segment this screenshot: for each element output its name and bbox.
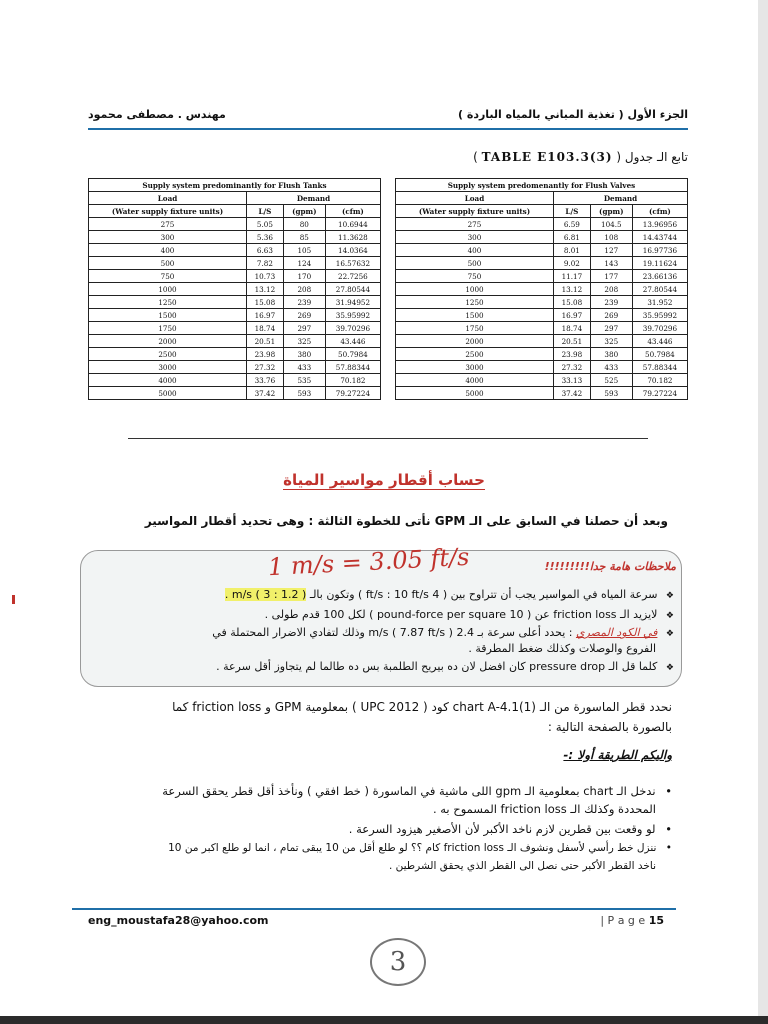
right-cell: 297 bbox=[590, 322, 632, 335]
right-cell: 127 bbox=[590, 244, 632, 257]
right-cell: 6.81 bbox=[553, 231, 590, 244]
right-cell: 108 bbox=[590, 231, 632, 244]
right-cell: 3000 bbox=[395, 361, 553, 374]
bullet-3-text: ننزل خط رأسي لأسفل ونشوف الـ friction loss كام ؟؟ لو طلع أقل من 10 يبقى تمام ، انما لو طلع اكبر من 10 bbox=[168, 842, 657, 854]
left-cell: 20.51 bbox=[246, 335, 283, 348]
right-units-header: (Water supply fixture units) bbox=[395, 205, 553, 218]
left-cell: 39.70296 bbox=[325, 322, 380, 335]
right-cell: 31.952 bbox=[632, 296, 687, 309]
page-number-value: 15 bbox=[648, 914, 664, 927]
page-number bbox=[600, 914, 664, 927]
left-units-header: (Water supply fixture units) bbox=[89, 205, 247, 218]
table-body bbox=[89, 218, 688, 400]
right-cell: 1750 bbox=[395, 322, 553, 335]
bullet-dot-icon: • bbox=[665, 822, 672, 836]
left-cfm-header: (cfm) bbox=[325, 205, 380, 218]
left-cell: 4000 bbox=[89, 374, 247, 387]
right-cell: 39.70296 bbox=[632, 322, 687, 335]
right-cell: 8.01 bbox=[553, 244, 590, 257]
bullet-3-cont: ناخد القطر الأكبر حتى نصل الى القطر الذي يحقق الشرطين . bbox=[388, 860, 656, 872]
right-cell: 13.96956 bbox=[632, 218, 687, 231]
note-egyptian-code bbox=[212, 626, 674, 639]
right-cell: 1250 bbox=[395, 296, 553, 309]
left-cell: 297 bbox=[283, 322, 325, 335]
left-cell: 1500 bbox=[89, 309, 247, 322]
left-cell: 57.88344 bbox=[325, 361, 380, 374]
left-cell: 208 bbox=[283, 283, 325, 296]
left-cell: 433 bbox=[283, 361, 325, 374]
left-cell: 2500 bbox=[89, 348, 247, 361]
note-egyptian-code-cont: الفروع والوصلات وكذلك ضغط المطرقة . bbox=[468, 642, 656, 655]
right-load-header: Load bbox=[395, 192, 553, 205]
right-gpm-header: (gpm) bbox=[590, 205, 632, 218]
right-cell: 325 bbox=[590, 335, 632, 348]
table-row bbox=[89, 283, 688, 296]
left-cell: 22.7256 bbox=[325, 270, 380, 283]
right-cell: 380 bbox=[590, 348, 632, 361]
left-load-header: Load bbox=[89, 192, 247, 205]
left-cell: 5.05 bbox=[246, 218, 283, 231]
table-row bbox=[89, 361, 688, 374]
left-cell: 50.7984 bbox=[325, 348, 380, 361]
left-cell: 15.08 bbox=[246, 296, 283, 309]
table-row bbox=[89, 348, 688, 361]
table-row bbox=[89, 335, 688, 348]
table-row bbox=[89, 218, 688, 231]
table-caption bbox=[473, 150, 688, 164]
bullet-dot-icon: • bbox=[665, 842, 672, 854]
left-cell: 43.446 bbox=[325, 335, 380, 348]
right-cell: 79.27224 bbox=[632, 387, 687, 400]
diamond-bullet-icon: ❖ bbox=[665, 591, 674, 601]
table-row bbox=[89, 387, 688, 400]
left-cell: 16.57632 bbox=[325, 257, 380, 270]
left-cell: 14.0364 bbox=[325, 244, 380, 257]
diamond-bullet-icon: ❖ bbox=[665, 663, 674, 673]
left-cell: 269 bbox=[283, 309, 325, 322]
right-cell: 1000 bbox=[395, 283, 553, 296]
left-group-header: Supply system predominantly for Flush Tanks bbox=[89, 179, 381, 192]
bullet-dot-icon: • bbox=[665, 784, 672, 798]
left-cell: 105 bbox=[283, 244, 325, 257]
table-row bbox=[89, 309, 688, 322]
left-gpm-header: (gpm) bbox=[283, 205, 325, 218]
page-right-edge bbox=[758, 0, 768, 1024]
right-cell: 177 bbox=[590, 270, 632, 283]
margin-mark bbox=[12, 595, 15, 604]
right-cell: 2500 bbox=[395, 348, 553, 361]
left-cell: 6.63 bbox=[246, 244, 283, 257]
note-friction-text: لايزيد الـ friction loss عن ( 10 pound-force per square ) لكل 100 قدم طولى . bbox=[264, 608, 658, 621]
left-cell: 7.82 bbox=[246, 257, 283, 270]
right-cell: 27.80544 bbox=[632, 283, 687, 296]
footer-divider bbox=[72, 908, 676, 910]
right-cell: 1500 bbox=[395, 309, 553, 322]
header-chapter-title: الجزء الأول ( تغذية المباني بالمياه الباردة ) bbox=[457, 108, 688, 121]
right-cell: 208 bbox=[590, 283, 632, 296]
right-cell: 4000 bbox=[395, 374, 553, 387]
chart-para-line1: نحدد قطر الماسورة من الـ chart A-4.1(1) كود ( UPC 2012 ) بمعلومية GPM و friction loss كما bbox=[172, 700, 672, 714]
left-cell: 5.36 bbox=[246, 231, 283, 244]
right-cell: 239 bbox=[590, 296, 632, 309]
right-cell: 9.02 bbox=[553, 257, 590, 270]
right-cell: 143 bbox=[590, 257, 632, 270]
section-title-wrap bbox=[0, 470, 768, 489]
right-cell: 50.7984 bbox=[632, 348, 687, 361]
caption-prefix: تابع الـ جدول ( bbox=[616, 150, 688, 164]
section-title: حساب أقطار مواسير المياة bbox=[283, 471, 485, 489]
right-cell: 275 bbox=[395, 218, 553, 231]
bullet-3 bbox=[168, 842, 672, 854]
footer-email: eng_moustafa28@yahoo.com bbox=[88, 914, 269, 927]
left-cell: 380 bbox=[283, 348, 325, 361]
left-cell: 5000 bbox=[89, 387, 247, 400]
left-cell: 239 bbox=[283, 296, 325, 309]
left-cell: 33.76 bbox=[246, 374, 283, 387]
right-cell: 23.66136 bbox=[632, 270, 687, 283]
right-cell: 2000 bbox=[395, 335, 553, 348]
left-cell: 535 bbox=[283, 374, 325, 387]
note-egyptian-code-label: في الكود المصري bbox=[575, 626, 658, 639]
notes-title: ملاحظات هامة جدا!!!!!!!!! bbox=[544, 560, 676, 573]
right-cell: 750 bbox=[395, 270, 553, 283]
left-cell: 400 bbox=[89, 244, 247, 257]
intro-text: وبعد أن حصلنا في السابق على الـ GPM نأتى للخطوة الثالثة : وهى تحديد أقطار المواسير bbox=[144, 514, 668, 528]
right-cell: 33.13 bbox=[553, 374, 590, 387]
method-title: واليكم الطريقة أولا :- bbox=[563, 748, 672, 762]
right-cell: 37.42 bbox=[553, 387, 590, 400]
left-cell: 1750 bbox=[89, 322, 247, 335]
bullet-1 bbox=[162, 784, 672, 798]
left-cell: 1250 bbox=[89, 296, 247, 309]
right-cell: 13.12 bbox=[553, 283, 590, 296]
left-cell: 13.12 bbox=[246, 283, 283, 296]
right-cell: 18.74 bbox=[553, 322, 590, 335]
demand-table bbox=[88, 178, 688, 400]
right-cell: 43.446 bbox=[632, 335, 687, 348]
left-cell: 275 bbox=[89, 218, 247, 231]
note-velocity-text: سرعة المياه في المواسير يجب أن تتراوح بين ( 4 ft/s : 10 ft/s ) وتكون بالـ bbox=[309, 588, 658, 601]
right-cell: 16.97736 bbox=[632, 244, 687, 257]
left-cell: 1000 bbox=[89, 283, 247, 296]
table-row bbox=[89, 270, 688, 283]
right-ls-header: L/S bbox=[553, 205, 590, 218]
left-cell: 79.27224 bbox=[325, 387, 380, 400]
note-pressure-drop-text: كلما قل الـ pressure drop كان افضل لان ده بيريح الطلمبة بس ده طالما لم يتجاوز أقل سرعة . bbox=[216, 660, 658, 673]
left-cell: 500 bbox=[89, 257, 247, 270]
caption-table-id: TABLE E103.3(3) bbox=[481, 150, 613, 164]
left-cell: 23.98 bbox=[246, 348, 283, 361]
left-cell: 2000 bbox=[89, 335, 247, 348]
right-cell: 70.182 bbox=[632, 374, 687, 387]
note-friction bbox=[265, 608, 674, 621]
section-divider bbox=[128, 438, 648, 439]
left-cell: 170 bbox=[283, 270, 325, 283]
right-cell: 525 bbox=[590, 374, 632, 387]
table-row bbox=[89, 257, 688, 270]
left-cell: 85 bbox=[283, 231, 325, 244]
right-cell: 14.43744 bbox=[632, 231, 687, 244]
left-cell: 750 bbox=[89, 270, 247, 283]
diamond-bullet-icon: ❖ bbox=[665, 629, 674, 639]
left-cell: 10.73 bbox=[246, 270, 283, 283]
bullet-2 bbox=[349, 822, 672, 836]
right-cell: 400 bbox=[395, 244, 553, 257]
handwritten-conversion: 1 m/s = 3.05 ft/s bbox=[267, 542, 471, 582]
left-cell: 31.94952 bbox=[325, 296, 380, 309]
note-pressure-drop bbox=[216, 660, 674, 673]
table-row bbox=[89, 374, 688, 387]
left-cell: 10.6944 bbox=[325, 218, 380, 231]
left-cell: 35.95992 bbox=[325, 309, 380, 322]
diamond-bullet-icon: ❖ bbox=[665, 611, 674, 621]
header-divider bbox=[88, 128, 688, 130]
right-cell: 5000 bbox=[395, 387, 553, 400]
caption-suffix: ) bbox=[473, 150, 478, 164]
right-cell: 300 bbox=[395, 231, 553, 244]
right-cell: 500 bbox=[395, 257, 553, 270]
left-cell: 124 bbox=[283, 257, 325, 270]
page-label: | P a g e bbox=[600, 914, 646, 927]
note-velocity-highlight: ( 1.2 : 3 ) m/s . bbox=[224, 588, 307, 601]
right-cell: 20.51 bbox=[553, 335, 590, 348]
left-cell: 18.74 bbox=[246, 322, 283, 335]
right-cell: 16.97 bbox=[553, 309, 590, 322]
note-egyptian-code-text: : يحدد أعلى سرعة بـ 2.4 m/s ( 7.87 ft/s ) وذلك لتفادي الاضرار المحتملة في bbox=[212, 626, 573, 639]
right-cell: 269 bbox=[590, 309, 632, 322]
left-cell: 300 bbox=[89, 231, 247, 244]
table-row bbox=[89, 231, 688, 244]
right-cell: 57.88344 bbox=[632, 361, 687, 374]
right-demand-header: Demand bbox=[553, 192, 687, 205]
table-row bbox=[89, 296, 688, 309]
right-cell: 15.08 bbox=[553, 296, 590, 309]
bullet-2-text: لو وقعت بين قطرين لازم ناخد الأكبر لأن الأصغير هيزود السرعة . bbox=[348, 822, 656, 836]
right-cell: 593 bbox=[590, 387, 632, 400]
table-row bbox=[89, 244, 688, 257]
left-cell: 37.42 bbox=[246, 387, 283, 400]
left-cell: 593 bbox=[283, 387, 325, 400]
left-cell: 16.97 bbox=[246, 309, 283, 322]
left-cell: 70.182 bbox=[325, 374, 380, 387]
header-author: مهندس . مصطفى محمود bbox=[88, 108, 226, 121]
left-cell: 325 bbox=[283, 335, 325, 348]
page-bottom-bar bbox=[0, 1016, 768, 1024]
right-cell: 6.59 bbox=[553, 218, 590, 231]
page-header bbox=[88, 108, 688, 130]
right-cell: 23.98 bbox=[553, 348, 590, 361]
right-cell: 433 bbox=[590, 361, 632, 374]
left-cell: 80 bbox=[283, 218, 325, 231]
bullet-1-cont: المحددة وكذلك الـ friction loss المسموح به . bbox=[432, 802, 656, 816]
left-cell: 27.80544 bbox=[325, 283, 380, 296]
right-cfm-header: (cfm) bbox=[632, 205, 687, 218]
circled-number: 3 bbox=[370, 938, 426, 986]
left-cell: 11.3628 bbox=[325, 231, 380, 244]
chart-para-line2: بالصورة بالصفحة التالية : bbox=[547, 720, 672, 734]
left-ls-header: L/S bbox=[246, 205, 283, 218]
left-cell: 3000 bbox=[89, 361, 247, 374]
right-group-header: Supply system predomenantly for Flush Valves bbox=[395, 179, 687, 192]
right-cell: 11.17 bbox=[553, 270, 590, 283]
right-cell: 104.5 bbox=[590, 218, 632, 231]
right-cell: 27.32 bbox=[553, 361, 590, 374]
right-cell: 19.11624 bbox=[632, 257, 687, 270]
left-cell: 27.32 bbox=[246, 361, 283, 374]
note-velocity bbox=[225, 588, 674, 601]
table-row bbox=[89, 322, 688, 335]
right-cell: 35.95992 bbox=[632, 309, 687, 322]
left-demand-header: Demand bbox=[246, 192, 380, 205]
bullet-1-text: ندخل الـ chart بمعلومية الـ gpm اللى ماشية في الماسورة ( خط افقي ) ونأخذ أقل قطر يحقق السرعة bbox=[162, 784, 656, 798]
